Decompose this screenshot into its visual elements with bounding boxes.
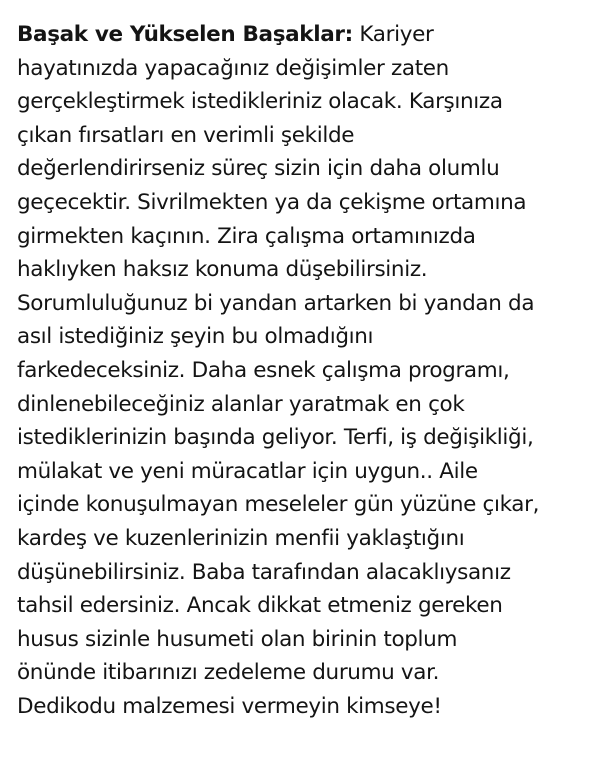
post-line-18: tahsil edersiniz. Ancak dikkat etmeniz gereken	[17, 593, 503, 619]
post-line-7: girmekten kaçının. Zira çalışma ortamınızda	[17, 223, 476, 249]
post-text	[17, 18, 589, 723]
post-line-5: değerlendirirseniz süreç sizin için daha olumlu	[17, 156, 500, 182]
post-line-17: düşünebilirsiniz. Baba tarafından alacaklıysanız	[17, 559, 511, 585]
post-heading: Başak ve Yükselen Başaklar:	[17, 22, 353, 47]
post-line-4: çıkan fırsatları en verimli şekilde	[17, 122, 355, 148]
post-line-6: geçecektir. Sivrilmekten ya da çekişme ortamına	[17, 189, 527, 215]
post-line-10: asıl istediğiniz şeyin bu olmadığını	[17, 324, 374, 350]
post-line-2: hayatınızda yapacağınız değişimler zaten	[17, 55, 449, 81]
post-line-8: haklıyken haksız konuma düşebilirsiniz.	[17, 257, 428, 283]
post-line-16: kardeş ve kuzenlerinizin menfii yaklaştığını	[17, 525, 465, 551]
post-line-9: Sorumluluğunuz bi yandan artarken bi yandan da	[17, 290, 535, 316]
post-line-3: gerçekleştirmek istedikleriniz olacak. Karşınıza	[17, 89, 503, 115]
post-line-12: dinlenebileceğiniz alanlar yaratmak en çok	[17, 391, 465, 417]
post-line-13: istediklerinizin başında geliyor. Terfi, iş değişikliği,	[17, 425, 534, 451]
post-line-19: husus sizinle husumeti olan birinin toplum	[17, 626, 458, 652]
post-line-15: içinde konuşulmayan meseleler gün yüzüne çıkar,	[17, 492, 540, 518]
post-line-1	[17, 18, 589, 52]
post-line-11: farkedeceksiniz. Daha esnek çalışma programı,	[17, 357, 510, 383]
post-line-20: önünde itibarınızı zedeleme durumu var.	[17, 660, 440, 686]
post-line-21: Dedikodu malzemesi vermeyin kimseye!	[17, 693, 442, 719]
post-line-14: mülakat ve yeni müracatlar için uygun.. Aile	[17, 458, 478, 484]
post-line-1-text: Kariyer	[352, 22, 434, 47]
